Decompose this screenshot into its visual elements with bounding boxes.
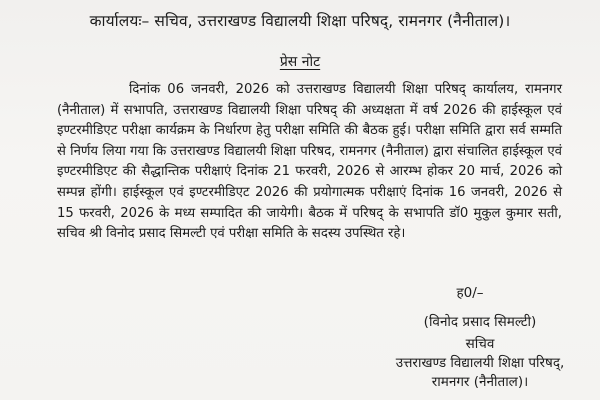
office-header: कार्यालयः– सचिव, उत्तराखण्ड विद्यालयी शिक्षा परिषद्, रामनगर (नैनीताल)। bbox=[89, 12, 511, 30]
signature-mark: ह0/– bbox=[456, 285, 484, 301]
document-title-text: प्रेस नोट bbox=[279, 54, 321, 70]
press-note-body: दिनांक 06 जनवरी, 2026 को उत्तराखण्ड विद्यालयी शिक्षा परिषद् कार्यालय, रामनगर (नैनीताल) में सभापति, उत्तराखण्ड विद्यालयी शिक्षा परिषद् की अध्यक्षता में वर्ष 2026 की हाईस्कूल एवं इण्टरमीडिएट परीक्षा कार्यक्रम के निर्धारण हेतु परीक्षा समिति की बैठक हुई। परीक्षा समिति द्वारा सर्व सम्मति से निर्णय लिया गया कि उत्तराखण्ड विद्यालयी शिक्षा परिषद, रामनगर (नैनीताल) द्वारा संचालित हाईस्कूल एवं इण्टरमीडिएट की सैद्धान्तिक परीक्षाएं दिनांक 21 फरवरी, 2026 से आरम्भ होकर 20 मार्च, 2026 को सम्पन्न होंगी। हाईस्कूल एवं इण्टरमीडिएट 2026 की प्रयोगात्मक परीक्षाएं दिनांक 16 जनवरी, 2026 से 15 फरवरी, 2026 के मध्य सम्पादित की जायेगी। बैठक में परिषद् के सभापति डॉ0 मुकुल कुमार सती, सचिव श्री विनोद प्रसाद सिमल्टी एवं परीक्षा समिति के सदस्य उपस्थित रहे। bbox=[57, 82, 562, 242]
signatory-name: (विनोद प्रसाद सिमल्टी) bbox=[423, 314, 537, 330]
signatory-designation: सचिव bbox=[465, 336, 495, 352]
document-title bbox=[0, 52, 600, 71]
signatory-organization: उत्तराखण्ड विद्यालयी शिक्षा परिषद्, bbox=[395, 355, 565, 371]
signatory-place: रामनगर (नैनीताल)। bbox=[431, 374, 529, 390]
